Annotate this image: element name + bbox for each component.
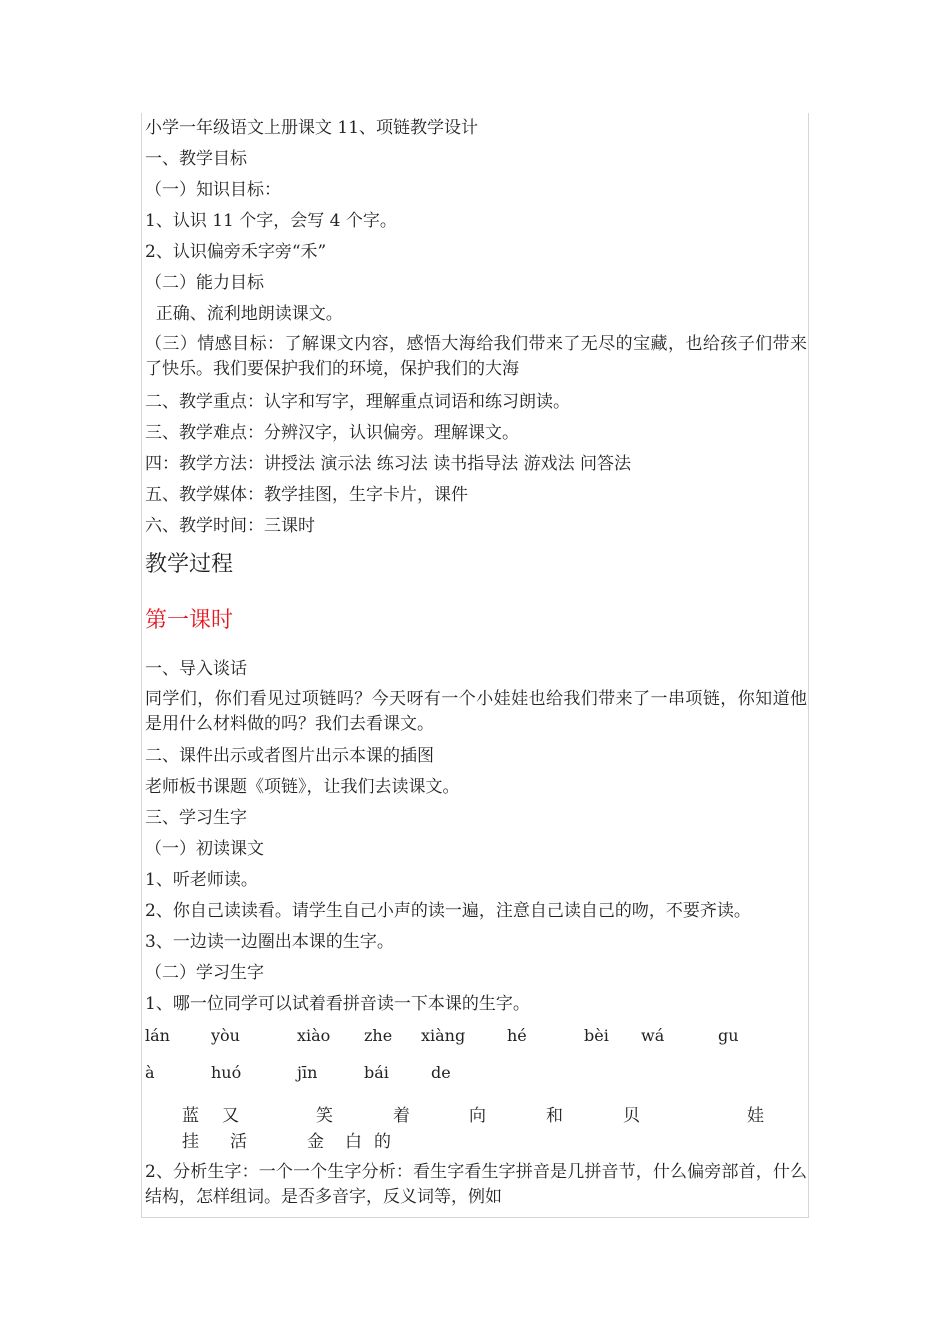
courseware-step: 二、课件出示或者图片出示本课的插图 <box>145 746 434 766</box>
teaching-media: 五、教学媒体：教学挂图，生字卡片，课件 <box>145 485 468 505</box>
pinyin: xiàng <box>421 1026 466 1045</box>
ability-goal-text: 正确、流利地朗读课文。 <box>145 304 343 324</box>
learn-heading: （二）学习生字 <box>145 963 264 983</box>
difficulties: 三、教学难点：分辨汉字，认识偏旁。理解课文。 <box>145 423 519 443</box>
pinyin: hé <box>507 1026 527 1045</box>
pinyin: gu <box>718 1026 739 1045</box>
hanzi: 挂 <box>182 1132 199 1152</box>
pinyin: xiào <box>297 1026 331 1045</box>
key-points: 二、教学重点：认字和写字，理解重点词语和练习朗读。 <box>145 392 570 412</box>
pinyin: jīn <box>297 1063 318 1082</box>
intro-text: 同学们，你们看见过项链吗？今天呀有一个小娃娃也给我们带来了一串项链，你知道他是用什么材料做的吗？我们去看课文。 <box>145 689 807 734</box>
knowledge-goal-2: 2、认识偏旁禾字旁“禾” <box>145 242 327 262</box>
document-title: 小学一年级语文上册课文 11、项链教学设计 <box>145 118 479 138</box>
process-heading: 教学过程 <box>145 552 234 577</box>
pinyin: zhe <box>364 1026 393 1045</box>
teaching-methods: 四：教学方法：讲授法 演示法 练习法 读书指导法 游戏法 问答法 <box>145 454 632 474</box>
hanzi: 的 <box>374 1132 391 1152</box>
hanzi: 金 <box>307 1132 324 1152</box>
analysis-step: 2、分析生字：一个一个生字分析：看生字看生字拼音是几拼音节，什么偏旁部首，什么结构，怎样组词。是否多音字，反义词等，例如 <box>145 1162 807 1207</box>
read-step-1: 1、听老师读。 <box>145 870 258 890</box>
teaching-time: 六、教学时间：三课时 <box>145 516 315 536</box>
hanzi: 和 <box>546 1106 563 1126</box>
pinyin: de <box>431 1063 451 1082</box>
hanzi: 活 <box>230 1132 247 1152</box>
goals-heading: 一、教学目标 <box>145 149 247 169</box>
emotion-goal: （三）情感目标：了解课文内容，感悟大海给我们带来了无尽的宝藏，也给孩子们带来了快乐。我们要保护我们的环境，保护我们的大海 <box>145 334 807 379</box>
hanzi: 贝 <box>623 1106 640 1126</box>
knowledge-goal-heading: （一）知识目标： <box>145 180 281 200</box>
pinyin: yòu <box>211 1026 240 1045</box>
first-read-heading: （一）初读课文 <box>145 839 264 859</box>
hanzi: 笑 <box>316 1106 333 1126</box>
hanzi: 白 <box>345 1132 362 1152</box>
hanzi: 向 <box>469 1106 486 1126</box>
lesson-heading: 第一课时 <box>145 608 234 633</box>
study-heading: 三、学习生字 <box>145 808 247 828</box>
pinyin: huó <box>211 1063 242 1082</box>
read-step-3: 3、一边读一边圈出本课的生字。 <box>145 932 394 952</box>
learn-step-1: 1、哪一位同学可以试着看拼音读一下本课的生字。 <box>145 994 530 1014</box>
hanzi: 又 <box>222 1106 239 1126</box>
pinyin: wá <box>641 1026 665 1045</box>
read-step-2: 2、你自己读读看。请学生自己小声的读一遍，注意自己读自己的吻，不要齐读。 <box>145 901 751 921</box>
hanzi: 娃 <box>747 1106 764 1126</box>
hanzi: 蓝 <box>182 1106 199 1126</box>
hanzi: 着 <box>393 1106 410 1126</box>
board-step: 老师板书课题《项链》，让我们去读课文。 <box>145 777 460 797</box>
knowledge-goal-1: 1、认识 11 个字，会写 4 个字。 <box>145 211 397 231</box>
pinyin: à <box>145 1063 155 1082</box>
pinyin: bái <box>364 1063 389 1082</box>
pinyin: bèi <box>584 1026 609 1045</box>
pinyin: lán <box>145 1026 170 1045</box>
ability-goal-heading: （二）能力目标 <box>145 273 264 293</box>
intro-heading: 一、导入谈话 <box>145 659 247 679</box>
